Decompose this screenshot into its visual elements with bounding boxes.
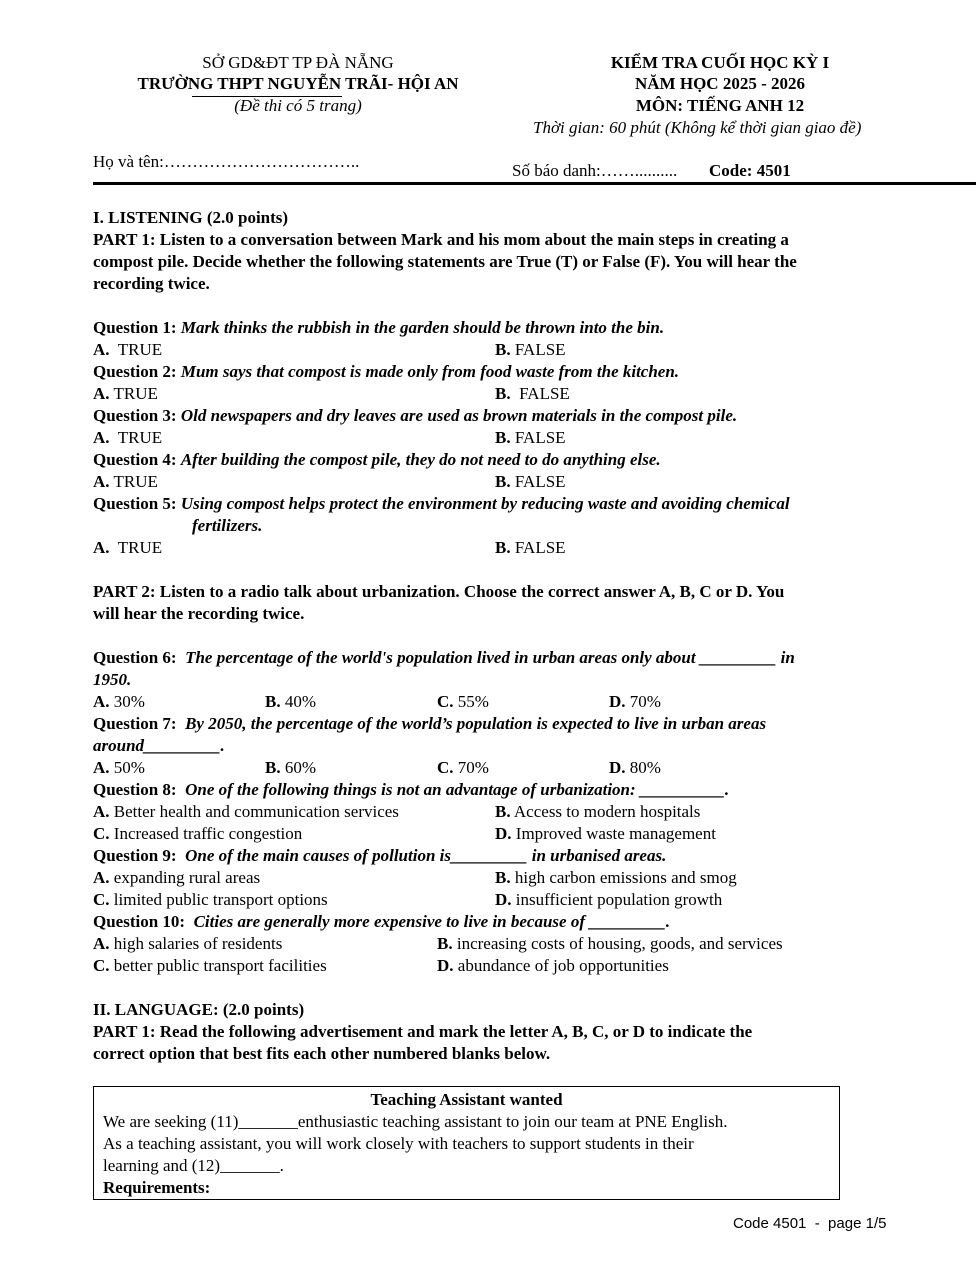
option-letter: A. (93, 868, 110, 887)
question-text: One of the following things is not an advantage of urbanization: __________. (185, 780, 730, 799)
option-d[interactable] (609, 691, 661, 713)
option-text: high salaries of residents (113, 934, 283, 953)
language-part1-instruction: PART 1: Read the following advertisement and mark the letter A, B, C, or D to indicate the (93, 1022, 753, 1041)
option-b[interactable] (265, 757, 316, 779)
option-text: FALSE (514, 472, 566, 491)
option-letter: B. (495, 802, 511, 821)
option-letter: C. (437, 692, 454, 711)
option-d[interactable] (495, 823, 716, 845)
question-9 (93, 845, 666, 867)
option-d[interactable] (437, 955, 669, 977)
option-text: TRUE (113, 384, 158, 403)
option-letter: B. (495, 868, 511, 887)
question-2 (93, 361, 679, 383)
part1-instruction: PART 1: Listen to a conversation between Mark and his mom about the main steps in creating a (93, 230, 789, 249)
question-8 (93, 779, 729, 801)
option-text: increasing costs of housing, goods, and services (456, 934, 783, 953)
option-text: TRUE (117, 340, 163, 359)
option-a[interactable] (93, 471, 158, 493)
question-4 (93, 449, 661, 471)
exam-code: Code: 4501 (709, 161, 791, 180)
option-text: limited public transport options (113, 890, 328, 909)
question-text: One of the main causes of pollution is_________ in urbanised areas. (185, 846, 667, 865)
option-text: 80% (629, 758, 661, 777)
option-letter: C. (93, 890, 110, 909)
school-year: NĂM HỌC 2025 - 2026 (635, 74, 805, 93)
option-text: FALSE (514, 428, 566, 447)
question-label: Question 4: (93, 450, 177, 469)
option-text: Improved waste management (515, 824, 716, 843)
question-text: Using compost helps protect the environment by reducing waste and avoiding chemical (180, 494, 790, 513)
subject: MÔN: TIẾNG ANH 12 (635, 96, 805, 115)
question-5 (93, 493, 790, 515)
part2-instruction: will hear the recording twice. (93, 604, 305, 623)
name-field-line: Họ và tên:…………………………….. (93, 152, 360, 171)
option-text: TRUE (117, 428, 163, 447)
language-part1-instruction: correct option that best fits each other numbered blanks below. (93, 1044, 551, 1063)
option-letter: A. (93, 802, 110, 821)
option-text: FALSE (519, 384, 570, 403)
option-d[interactable] (609, 757, 661, 779)
question-text: After building the compost pile, they do not need to do anything else. (180, 450, 661, 469)
option-letter: B. (495, 538, 511, 557)
option-letter: B. (495, 472, 511, 491)
option-letter: A. (93, 538, 110, 557)
option-text: FALSE (514, 538, 566, 557)
option-c[interactable] (93, 823, 302, 845)
ad-line: We are seeking (11)_______enthusiastic teaching assistant to join our team at PNE English. (103, 1112, 728, 1131)
option-text: TRUE (117, 538, 163, 557)
question-label: Question 1: (93, 318, 177, 337)
option-letter: D. (495, 890, 512, 909)
option-text: high carbon emissions and smog (514, 868, 737, 887)
option-text: 50% (113, 758, 145, 777)
option-d[interactable] (495, 889, 722, 911)
option-letter: D. (495, 824, 512, 843)
question-text-continued: around_________. (93, 736, 225, 755)
option-a[interactable] (93, 339, 162, 361)
question-text: Mark thinks the rubbish in the garden should be thrown into the bin. (180, 318, 665, 337)
question-text: By 2050, the percentage of the world’s population is expected to live in urban areas (185, 714, 767, 733)
option-a[interactable] (93, 757, 145, 779)
option-a[interactable] (93, 537, 162, 559)
question-10 (93, 911, 670, 933)
ad-line: As a teaching assistant, you will work closely with teachers to support students in their (103, 1134, 694, 1153)
option-letter: B. (495, 384, 511, 403)
student-id-line: Số báo danh:…….......... (512, 161, 678, 180)
pages-note: (Đề thi có 5 trang) (234, 96, 362, 115)
option-letter: C. (437, 758, 454, 777)
option-a[interactable] (93, 691, 145, 713)
question-label: Question 8: (93, 780, 177, 799)
option-letter: A. (93, 428, 110, 447)
question-3 (93, 405, 737, 427)
option-letter: C. (93, 824, 110, 843)
option-text: insufficient population growth (515, 890, 723, 909)
option-text: better public transport facilities (113, 956, 327, 975)
option-a[interactable] (93, 427, 162, 449)
option-c[interactable] (93, 889, 328, 911)
header-divider (93, 182, 976, 185)
ad-requirements-heading: Requirements: (103, 1178, 211, 1197)
option-b[interactable] (495, 339, 566, 361)
exam-title: KIỂM TRA CUỐI HỌC KỲ I (610, 53, 830, 72)
option-letter: A. (93, 934, 110, 953)
ad-title: Teaching Assistant wanted (370, 1090, 563, 1109)
question-label: Question 6: (93, 648, 177, 667)
page-footer: Code 4501 - page 1/5 (733, 1215, 887, 1232)
option-b[interactable] (495, 537, 566, 559)
option-text: FALSE (514, 340, 566, 359)
option-letter: B. (437, 934, 453, 953)
option-a[interactable] (93, 383, 158, 405)
option-b[interactable] (495, 427, 566, 449)
option-a[interactable] (93, 801, 399, 823)
option-text: Access to modern hospitals (513, 802, 701, 821)
option-text: Increased traffic congestion (113, 824, 303, 843)
option-text: 55% (457, 692, 489, 711)
part2-instruction: PART 2: Listen to a radio talk about urbanization. Choose the correct answer A, B, C or D. You (93, 582, 785, 601)
option-letter: C. (93, 956, 110, 975)
section-language-title: II. LANGUAGE: (2.0 points) (93, 1000, 305, 1019)
dept-name: SỞ GD&ĐT TP ĐÀ NẴNG (202, 53, 394, 72)
question-text-continued: fertilizers. (192, 516, 263, 535)
part1-instruction: compost pile. Decide whether the following statements are True (T) or False (F). You will hear the (93, 252, 797, 271)
option-text: TRUE (113, 472, 158, 491)
question-6 (93, 647, 795, 669)
option-text: 60% (284, 758, 317, 777)
option-c[interactable] (437, 757, 489, 779)
option-text: expanding rural areas (113, 868, 261, 887)
question-text: Old newspapers and dry leaves are used as brown materials in the compost pile. (180, 406, 738, 425)
question-label: Question 10: (93, 912, 186, 931)
option-b[interactable] (265, 691, 316, 713)
option-letter: B. (495, 428, 511, 447)
option-c[interactable] (437, 691, 489, 713)
option-b[interactable] (495, 471, 566, 493)
option-text: 40% (284, 692, 317, 711)
option-b[interactable] (437, 933, 783, 955)
ad-line: learning and (12)_______. (103, 1156, 284, 1175)
option-text: 70% (629, 692, 661, 711)
option-letter: D. (609, 758, 626, 777)
option-letter: A. (93, 472, 110, 491)
question-text-continued: 1950. (93, 670, 132, 689)
question-text: The percentage of the world's population lived in urban areas only about _________ in (185, 648, 795, 667)
option-letter: D. (437, 956, 454, 975)
option-letter: D. (609, 692, 626, 711)
option-c[interactable] (93, 955, 327, 977)
question-1 (93, 317, 664, 339)
option-b[interactable] (495, 383, 570, 405)
question-text: Cities are generally more expensive to live in because of _________. (193, 912, 670, 931)
option-letter: A. (93, 692, 110, 711)
option-letter: B. (265, 692, 281, 711)
option-b[interactable] (495, 801, 700, 823)
option-text: 30% (113, 692, 145, 711)
option-b[interactable] (495, 867, 737, 889)
section-listening-title: I. LISTENING (2.0 points) (93, 208, 289, 227)
question-7 (93, 713, 766, 735)
part1-instruction: recording twice. (93, 274, 210, 293)
question-label: Question 5: (93, 494, 177, 513)
question-label: Question 9: (93, 846, 177, 865)
option-text: abundance of job opportunities (457, 956, 669, 975)
option-letter: B. (495, 340, 511, 359)
option-letter: B. (265, 758, 281, 777)
option-letter: A. (93, 384, 110, 403)
option-text: Better health and communication services (113, 802, 399, 821)
option-letter: A. (93, 340, 110, 359)
exam-time: Thời gian: 60 phút (Không kể thời gian giao đề) (533, 118, 862, 137)
option-a[interactable] (93, 933, 282, 955)
option-letter: A. (93, 758, 110, 777)
option-a[interactable] (93, 867, 260, 889)
question-label: Question 2: (93, 362, 177, 381)
school-name: TRƯỜNG THPT NGUYỄN TRÃI- HỘI AN (137, 74, 459, 93)
question-text: Mum says that compost is made only from food waste from the kitchen. (180, 362, 680, 381)
option-text: 70% (457, 758, 489, 777)
question-label: Question 7: (93, 714, 177, 733)
question-label: Question 3: (93, 406, 177, 425)
